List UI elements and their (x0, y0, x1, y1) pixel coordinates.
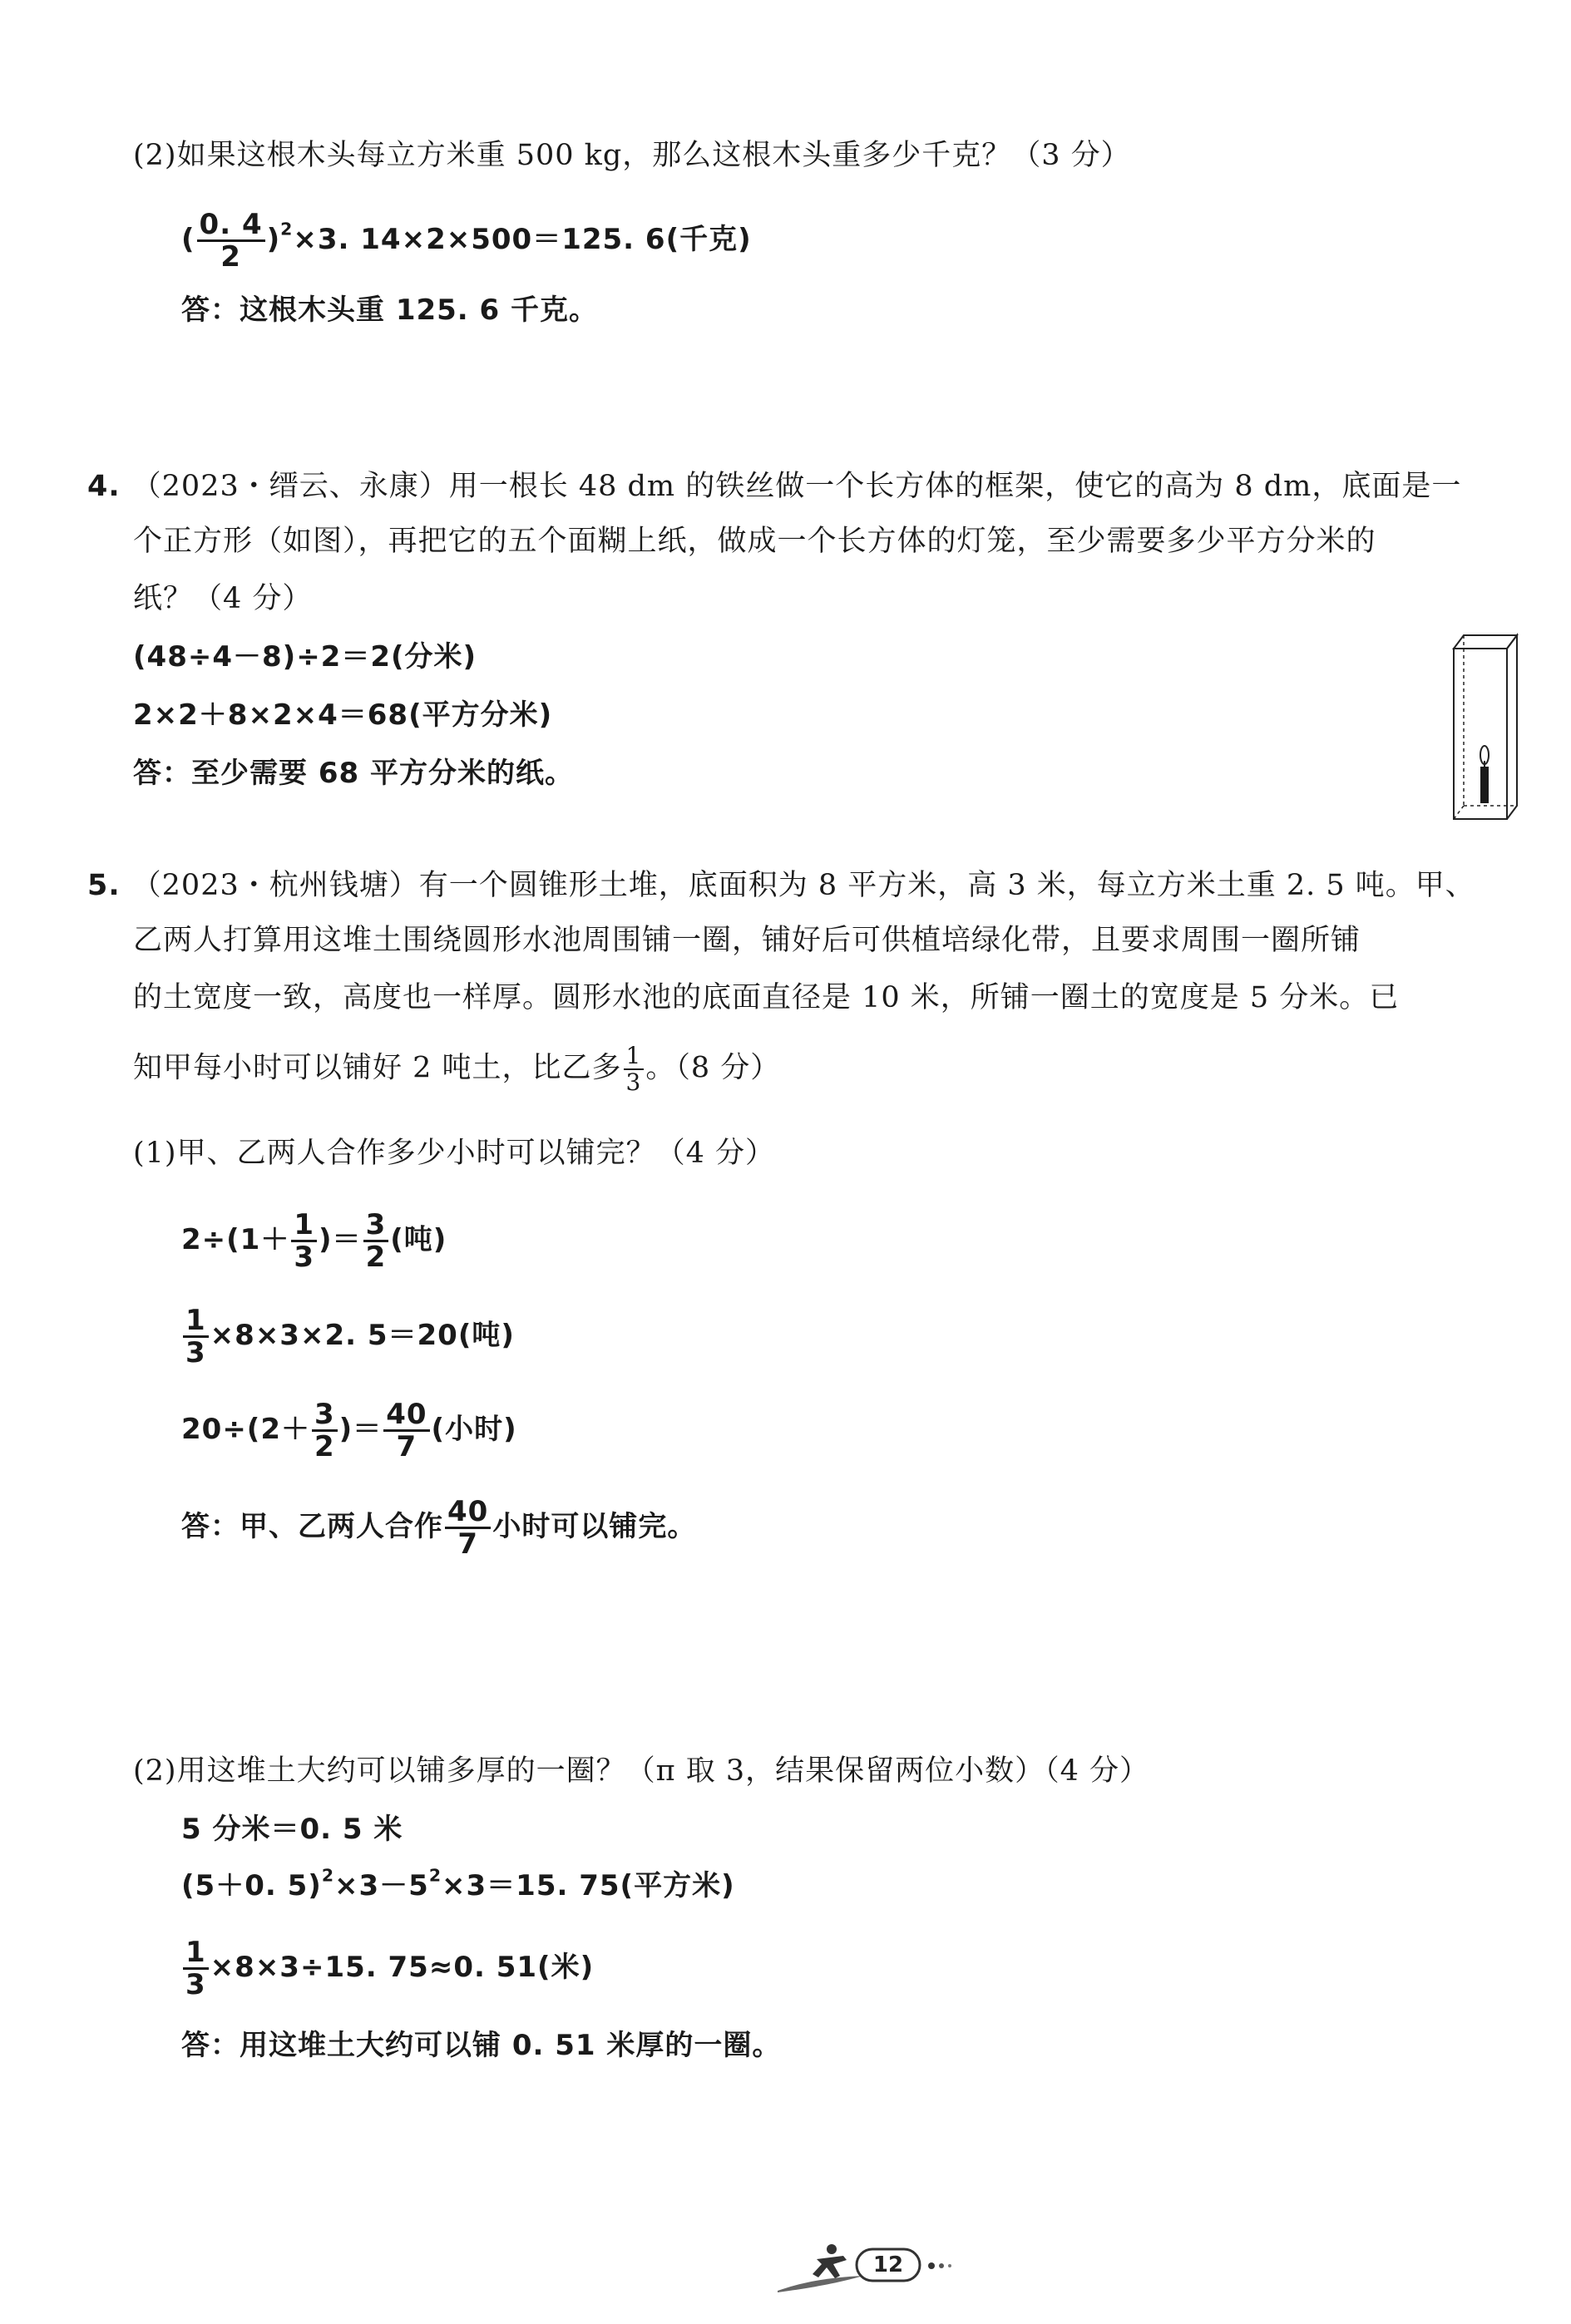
lantern-cuboid-figure (1447, 630, 1522, 826)
q4-calc2: 2×2＋8×2×4＝68(平方分米) (133, 698, 553, 732)
fraction: $\frac{40}{7}$ (445, 1497, 491, 1559)
q3-part2-calc: ( $\frac{0. 4}{2}$ )$^2$×3. 14×2×500＝125. 6(千克) (181, 208, 752, 274)
fraction: $\frac{0. 4}{2}$ (197, 210, 265, 272)
dot-icon (928, 2262, 935, 2269)
q5-part2-question: (2)用这堆土大约可以铺多厚的一圈？（π 取 3，结果保留两位小数）（4 分） (133, 1754, 1149, 1788)
q4-line3: 纸？（4 分） (133, 582, 313, 615)
candle-icon (1480, 746, 1489, 803)
runner-icon (778, 2244, 863, 2292)
q5-part1-question: (1)甲、乙两人合作多少小时可以铺完？（4 分） (133, 1137, 775, 1170)
q5-number: 5. (87, 869, 121, 902)
q5-part2-calc2: (5＋0. $5)^2\times 3-5^2\times 3=15$. 75(平方米) (181, 1865, 735, 1902)
fraction: $\frac{1}{3}$ (183, 1937, 209, 2000)
cuboid-side-edge (1507, 635, 1517, 819)
fraction: $\frac{1}{3}$ (291, 1210, 317, 1272)
q5-line2: 乙两人打算用这堆土围绕圆形水池周围铺一圈，铺好后可供植培绿化带，且要求周围一圈所铺 (133, 924, 1361, 957)
q4-line1: 4. （2023・缙云、永康）用一根长 48 dm 的铁丝做一个长方体的框架，使它的高为 8 dm，底面是一 (87, 470, 1462, 503)
q5-part2-calc3: $\frac{1}{3}$ ×8×3÷15. 75≈0. 51(米) (181, 1937, 594, 2000)
dot-icon (948, 2264, 951, 2267)
q5-line4: 知甲每小时可以铺好 2 吨土，比乙多 $\frac{1}{3}$ 。（8 分） (133, 1042, 781, 1096)
fraction: $\frac{3}{2}$ (312, 1399, 338, 1462)
q4-answer: 答：至少需要 68 平方分米的纸。 (133, 757, 574, 790)
q5-part1-answer: 答：甲、乙两人合作 $\frac{40}{7}$ 小时可以铺完。 (181, 1495, 697, 1561)
fraction: $\frac{1}{3}$ (183, 1305, 209, 1368)
q4-number: 4. (87, 470, 121, 503)
dot-icon (939, 2263, 944, 2268)
q5-part2-answer: 答：用这堆土大约可以铺 0. 51 米厚的一圈。 (181, 2029, 782, 2062)
q3-part2-answer: 答：这根木头重 125. 6 千克。 (181, 294, 599, 327)
fraction: $\frac{40}{7}$ (383, 1399, 429, 1462)
q3-part2-question: (2)如果这根木头每立方米重 500 kg，那么这根木头重多少千克？（3 分） (133, 139, 1131, 172)
page-number: 12 (872, 2252, 904, 2277)
q5-line3: 的土宽度一致，高度也一样厚。圆形水池的底面直径是 10 米，所铺一圈土的宽度是 5 分米。已 (133, 981, 1400, 1014)
q5-part1-calc1: 2÷(1＋ $\frac{1}{3}$ )＝ $\frac{3}{2}$ (吨) (181, 1208, 447, 1274)
q5-line1: 5. （2023・杭州钱塘）有一个圆锥形土堆，底面积为 8 平方米，高 3 米，每立方米土重 2. 5 吨。甲、 (87, 869, 1475, 902)
fraction: $\frac{3}{2}$ (363, 1210, 389, 1272)
q5-part1-calc3: 20÷(2＋ $\frac{3}{2}$ )＝ $\frac{40}{7}$ (小时) (181, 1398, 517, 1463)
fraction: $\frac{1}{3}$ (624, 1044, 645, 1095)
q4-line2: 个正方形（如图），再把它的五个面糊上纸，做成一个长方体的灯笼，至少需要多少平方分米的 (133, 525, 1376, 558)
q5-part2-calc1: 5 分米＝0. 5 米 (181, 1813, 403, 1846)
q5-part1-calc2: $\frac{1}{3}$ ×8×3×2. 5＝20(吨) (181, 1305, 515, 1368)
hidden-edge (1454, 806, 1464, 819)
q4-calc1: (48÷4－8)÷2＝2(分米) (133, 640, 477, 674)
